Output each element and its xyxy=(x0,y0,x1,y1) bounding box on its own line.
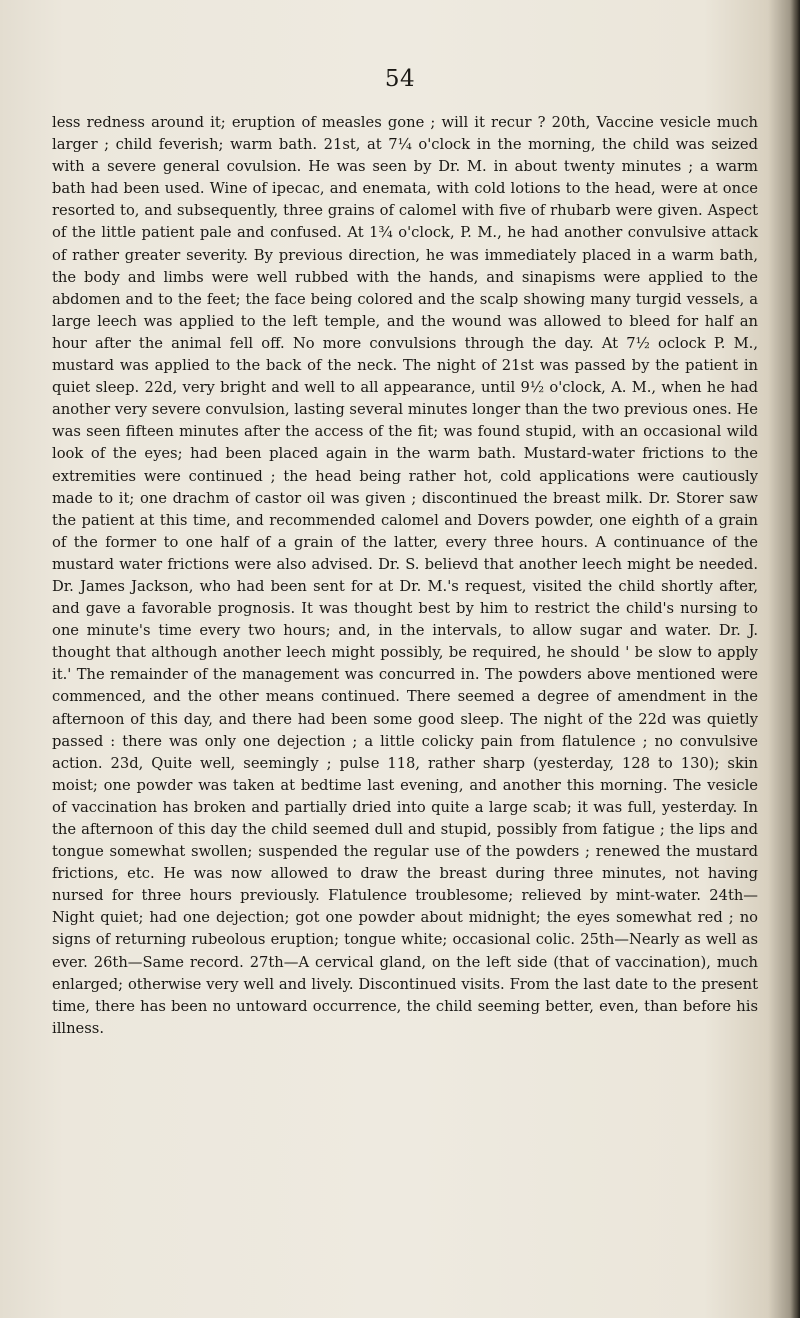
page-edge-shadow xyxy=(790,0,800,1318)
body-paragraph: less redness around it; eruption of measles gone ; will it recur ? 20th, Vaccine vesicle much larger ; child feverish; warm bath. 21st, at 7¼ o'clock in the morning, the child was seized with a severe general covulsion. He was seen by Dr. M. in about twenty minutes ; a warm bath had been used. Wine of ipecac, and enemata, with cold lotions to the head, were at once resorted to, and subsequently, three grains of calomel with five of rhubarb were given. Aspect of the little patient pale and confused. At 1¾ o'clock, P. M., he had another convulsive attack of rather greater severity. By previous direction, he was immediately placed in a warm bath, the body and limbs were well rubbed with the hands, and sinapisms were applied to the abdomen and to the feet; the face being colored and the scalp showing many turgid vessels, a large leech was applied to the left temple, and the wound was allowed to bleed for half an hour after the animal fell off. No more convulsions through the day. At 7½ oclock P. M., mustard was applied to the back of the neck. The night of 21st was passed by the patient in quiet sleep. 22d, very bright and well to all appearance, until 9½ o'clock, A. M., when he had another very severe convulsion, lasting several minutes longer than the two previous ones. He was seen fifteen minutes after the access of the fit; was found stupid, with an occasional wild look of the eyes; had been placed again in the warm bath. Mustard-water frictions to the extremities were continued ; the head being rather hot, cold applications were cautiously made to it; one drachm of castor oil was given ; discontinued the breast milk. Dr. Storer saw the patient at this time, and recommended calomel and Dovers powder, one eighth of a grain of the former to one half of a grain of the latter, every three hours. A continuance of the mustard water frictions were also advised. Dr. S. believd that another leech might be needed. Dr. James Jackson, who had been sent for at Dr. M.'s request, visited the child shortly after, and gave a favorable prognosis. It was thought best by him to restrict the child's nursing to one minute's time every two hours; and, in the intervals, to allow sugar and water. Dr. J. thought that although another leech might possibly, be required, he should ' be slow to apply it.' The remainder of the management was concurred in. The powders above mentioned were commenced, and the other means continued. There seemed a degree of amendment in the afternoon of this day, and there had been some good sleep. The night of the 22d was quietly passed : there was only one dejection ; a little colicky pain from flatulence ; no convulsive action. 23d, Quite well, seemingly ; pulse 118, rather sharp (yesterday, 128 to 130); skin moist; one powder was taken at bedtime last evening, and another this morning. The vesicle of vaccination has broken and partially dried into quite a large scab; it was full, yesterday. In the afternoon of this day the child seemed dull and stupid, possibly from fatigue ; the lips and tongue somewhat swollen; suspended the regular use of the powders ; renewed the mustard frictions, etc. He was now allowed to draw the breast during three minutes, not having nursed for three hours previously. Flatulence troublesome; relieved by mint-water. 24th—Night quiet; had one dejection; got one powder about midnight; the eyes somewhat red ; no signs of returning rubeolous eruption; tongue white; occasional colic. 25th—Nearly as well as ever. 26th—Same record. 27th—A cervical gland, on the left side (that of vaccination), much enlarged; otherwise very well and lively. Discontinued visits. From the last date to the present time, there has been no untoward occurrence, the child seeming better, even, than before his illness. xyxy=(52,114,758,1037)
page-number: 54 xyxy=(384,66,416,92)
